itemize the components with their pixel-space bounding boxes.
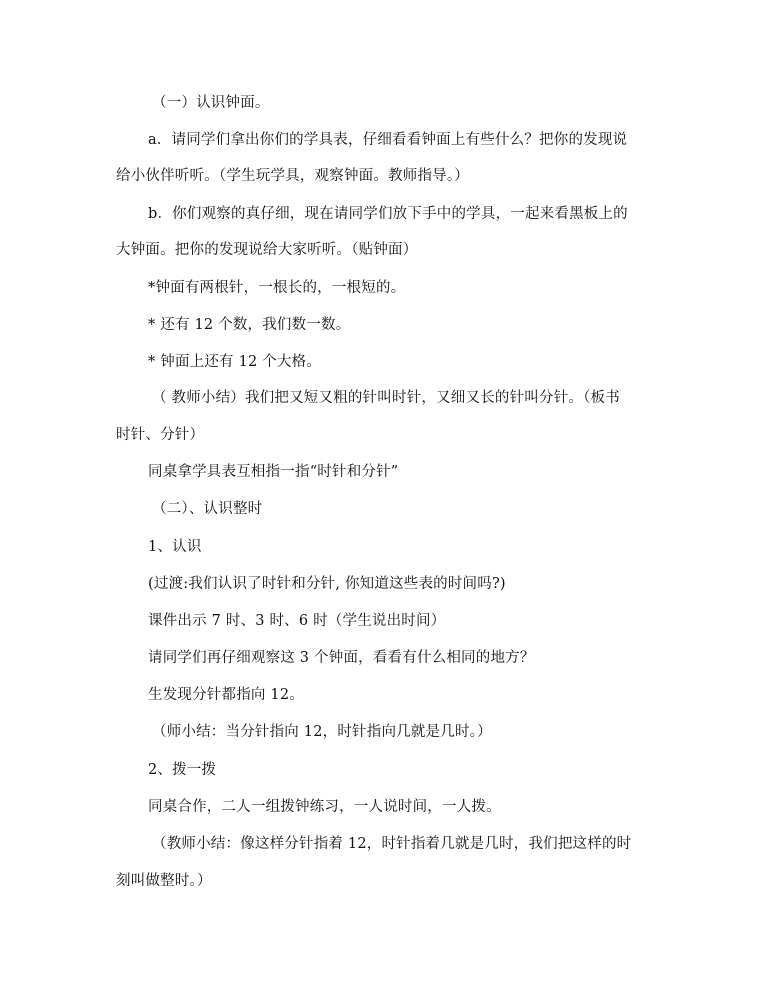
- section-heading-clock-face: （一）认识钟面。: [152, 95, 270, 111]
- teacher-summary-line-1: （ 教师小结）我们把又短又粗的针叫时针，又细又长的针叫分针。（板书: [152, 390, 620, 406]
- pair-practice: 同桌合作，二人一组拨钟练习，一人说时间，一人拨。: [148, 799, 501, 815]
- paragraph-a-line-2: 给小伙伴听听。（学生玩学具，观察钟面。教师指导。）: [116, 168, 469, 184]
- paragraph-b-line-2: 大钟面。把你的发现说给大家听听。（贴钟面）: [116, 242, 418, 258]
- teacher-mini-summary: （师小结：当分针指向 12，时针指向几就是几时。）: [152, 724, 492, 740]
- final-summary-line-2: 刻叫做整时。）: [116, 873, 212, 889]
- transition-note: (过渡:我们认识了时针和分针, 你知道这些表的时间吗?): [148, 576, 506, 592]
- paragraph-a-line-1: a．请同学们拿出你们的学具表，仔细看看钟面上有些什么？把你的发现说: [148, 132, 628, 148]
- bullet-twelve-numbers: * 还有 12 个数，我们数一数。: [148, 317, 351, 333]
- teacher-summary-line-2: 时针、分针）: [116, 427, 205, 443]
- bullet-two-hands: *钟面有两根针，一根长的，一根短的。: [148, 280, 406, 296]
- courseware-display: 课件出示 7 时、3 时、6 时（学生说出时间）: [148, 613, 446, 629]
- observe-clock-faces: 请同学们再仔细观察这 3 个钟面，看看有什么相同的地方？: [148, 650, 535, 666]
- final-summary-line-1: （教师小结：像这样分针指着 12，时针指着几就是几时，我们把这样的时: [152, 836, 632, 852]
- subheading-turn-clock: 2、拨一拨: [148, 762, 217, 778]
- paragraph-b-line-1: b．你们观察的真仔细，现在请同学们放下手中的学具，一起来看黑板上的: [148, 206, 628, 222]
- section-heading-whole-hour: （二）、认识整时: [152, 501, 263, 517]
- desk-mate-activity: 同桌拿学具表互相指一指“时针和分针”: [148, 464, 399, 480]
- bullet-twelve-divisions: * 钟面上还有 12 个大格。: [148, 354, 322, 370]
- subheading-recognize: 1、认识: [148, 539, 202, 555]
- student-discovery: 生发现分针都指向 12。: [148, 687, 304, 703]
